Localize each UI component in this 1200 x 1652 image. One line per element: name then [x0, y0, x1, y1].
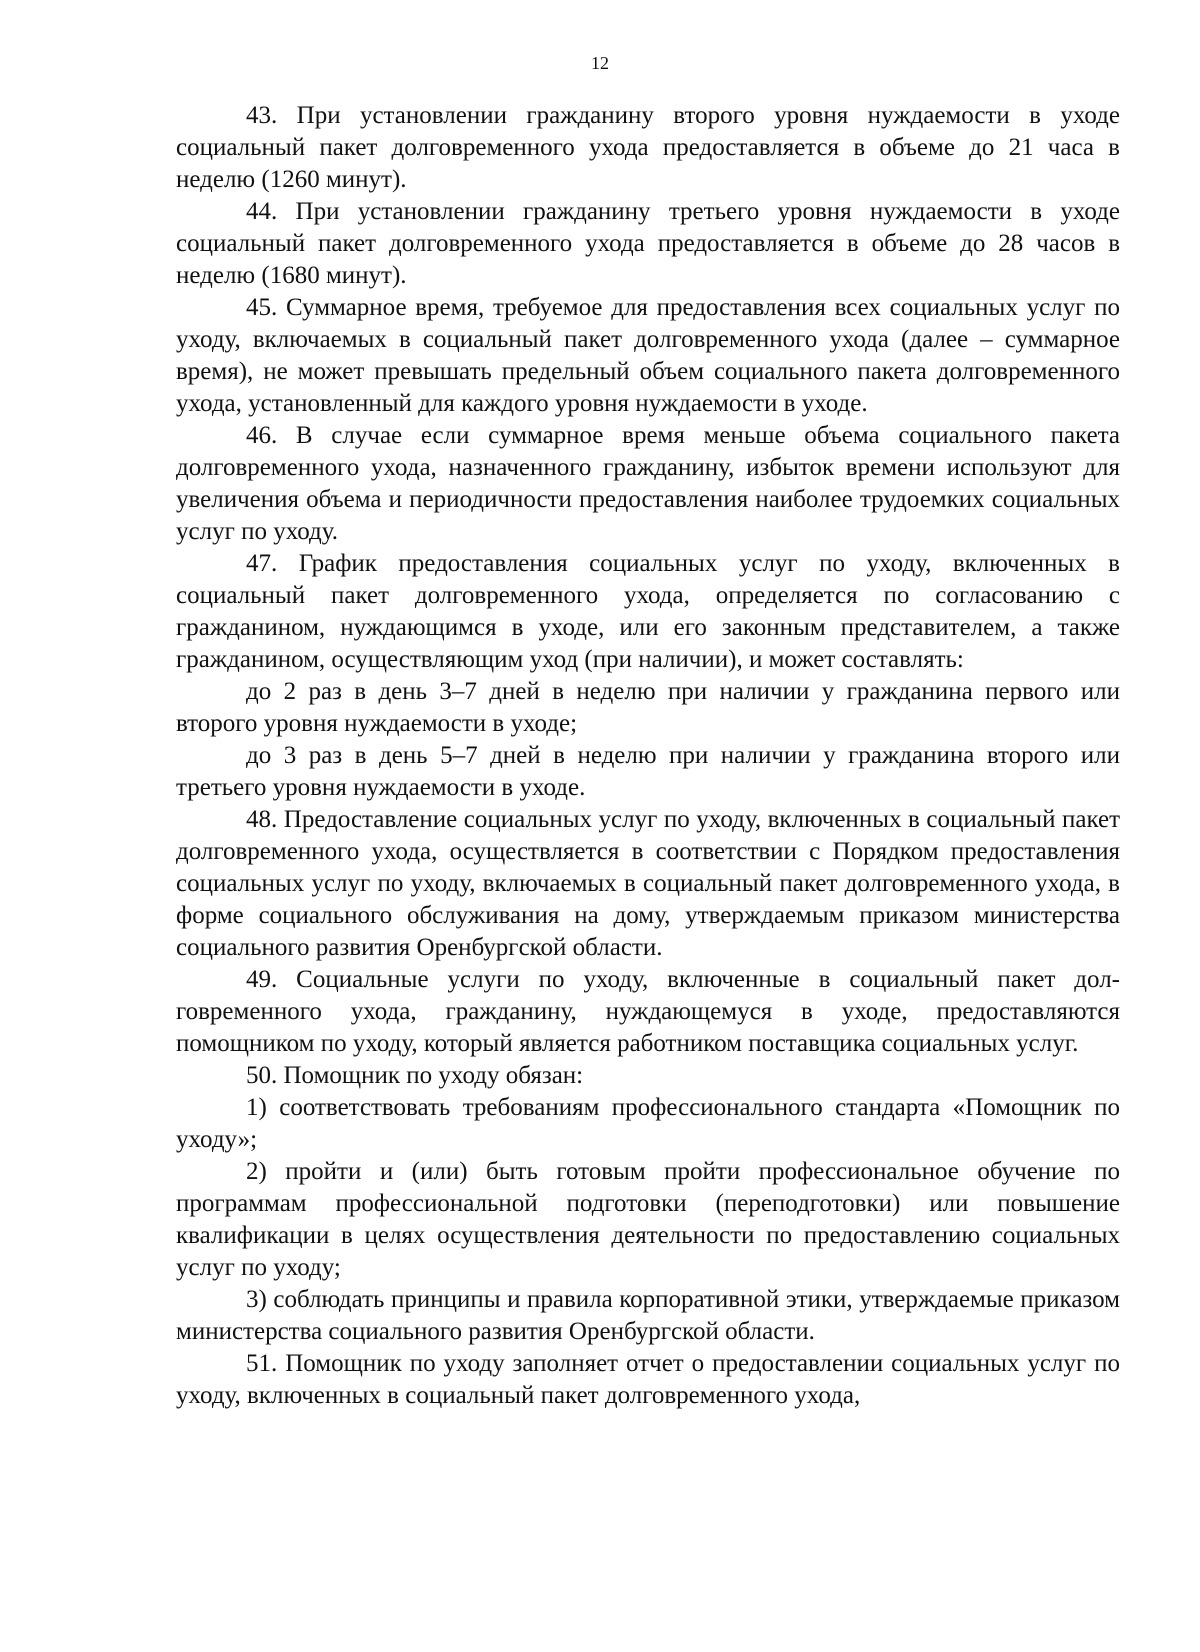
paragraph-50-item-2: 2) пройти и (или) быть готовым пройти профессиональное обучение по программам профессиональной подготовки (переподготовки) или повышение квалификации в целях осуществления деятельности по предоставлению социальных услуг по уходу; — [176, 1158, 1120, 1281]
paragraph-51: 51. Помощник по уходу заполняет отчет о предоставлении социальных услуг по уходу, включенных в социальный пакет долговременного ухода, — [176, 1350, 1120, 1409]
paragraph-47: 47. График предоставления социальных услуг по уходу, включенных в социальный пакет долговременного ухода, определяется по согласованию с гражданином, нуждающимся в уходе, или его законным представителем, а также гражданином, осуществляющим уход (при наличии), и может составлять: — [176, 550, 1120, 673]
paragraph-50: 50. Помощник по уходу обязан: — [246, 1062, 584, 1089]
page-number: 12 — [591, 53, 609, 73]
document-body — [176, 100, 1120, 1412]
paragraph-47-option-2: до 3 раз в день 5–7 дней в неделю при наличии у гражданина второго или третьего уровня нуждаемости в уходе. — [176, 742, 1120, 801]
paragraph-43: 43. При установлении гражданину второго уровня нуждаемости в уходе социальный пакет долговременного ухода предоставляется в объеме до 21 часа в неделю (1260 минут). — [176, 102, 1120, 193]
paragraph-45: 45. Суммарное время, требуемое для предоставления всех социальных услуг по уходу, включаемых в социальный пакет долговременного ухода (далее – суммарное время), не может превышать предельный объем социального пакета долговременного ухода, установленный для каждого уровня нуждаемости в уходе. — [176, 294, 1120, 417]
paragraph-50-item-1: 1) соответствовать требованиям профессионального стандарта «Помощник по уходу»; — [176, 1094, 1120, 1153]
paragraph-44: 44. При установлении гражданину третьего уровня нуждаемости в уходе социальный пакет долговременного ухода предоставляется в объеме до 28 часов в неделю (1680 минут). — [176, 198, 1120, 289]
paragraph-49: 49. Социальные услуги по уходу, включенные в социальный пакет долговременного ухода, гражданину, нуждающемуся в уходе, предоставляются помощником по уходу, который является работником поставщика социальных услуг. — [176, 966, 1120, 1057]
paragraph-46: 46. В случае если суммарное время меньше объема социального пакета долговременного ухода, назначенного гражданину, избыток времени используют для увеличения объема и периодичности предоставления наиболее трудоемких социальных услуг по уходу. — [176, 422, 1120, 545]
paragraph-50-item-3: 3) соблюдать принципы и правила корпоративной этики, утверждаемые приказом министерства социального развития Оренбургской области. — [176, 1286, 1120, 1345]
paragraph-48: 48. Предоставление социальных услуг по уходу, включенных в социальный пакет долговременного ухода, осуществляется в соответствии с Порядком предоставления социальных услуг по уходу, включаемых в социальный пакет долговременного ухода, в форме социального обслуживания на дому, утверждаемым приказом министерства социального развития Оренбургской области. — [176, 806, 1120, 961]
paragraph-47-option-1: до 2 раз в день 3–7 дней в неделю при наличии у гражданина первого или второго уровня нуждаемости в уходе; — [176, 678, 1120, 737]
